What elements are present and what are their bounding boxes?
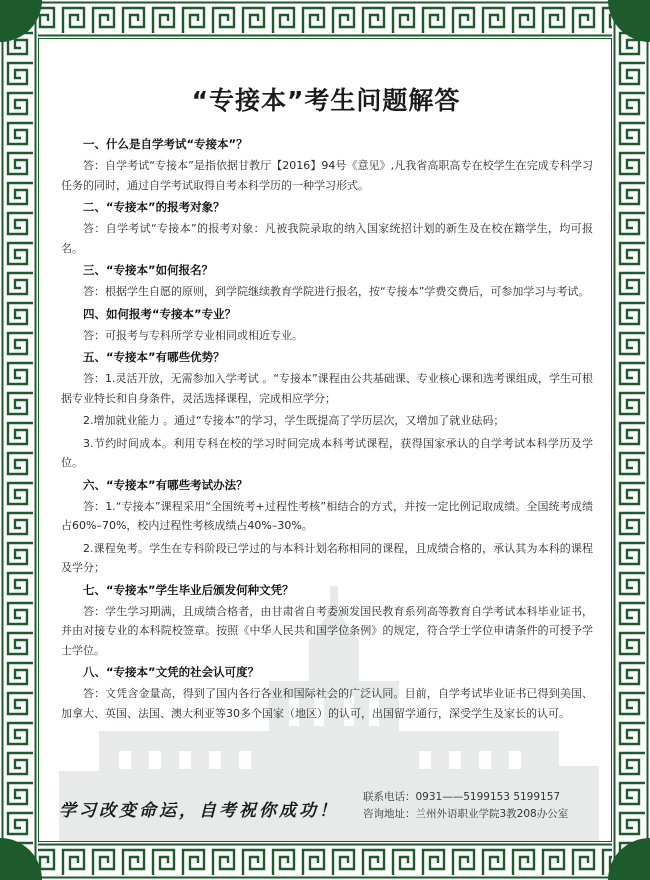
contact-address: 咨询地址：兰州外语职业学院3教208办公室	[363, 808, 569, 820]
faq-answer: 2.课程免考。学生在专科阶段已学过的与本科计划名称相同的课程，且成绩合格的，承认其为本科的课程及学分；	[61, 541, 593, 574]
faq-answer: 答：1.“专接本”课程采用“全国统考+过程性考核”相结合的方式，并按一定比例记取成绩。全国统考成绩占60%–70%，校内过程性考核成绩占40%–30%。	[61, 499, 593, 532]
faq-section-1	[61, 135, 593, 195]
content-panel	[38, 38, 612, 842]
faq-question: 五、“专接本”有哪些优势？	[83, 350, 225, 364]
greek-key-border-top	[0, 0, 650, 38]
faq-question: 一、什么是自学考试“专接本”？	[83, 137, 248, 151]
faq-content	[61, 135, 593, 726]
faq-section-2	[61, 198, 593, 258]
greek-key-border-right	[612, 0, 650, 880]
contact-phone: 联系电话：0931——5199153 5199157	[363, 791, 561, 803]
faq-answer: 答：1.灵活开放，无需参加入学考试 。“专接本”课程由公共基础课、专业核心课和选考课组成，学生可根据专业特长和自身条件，灵活选择课程，完成相应学分；	[61, 372, 593, 405]
faq-section-4	[61, 305, 593, 346]
contact-info	[363, 789, 568, 823]
page-title: “专接本”考生问题解答	[191, 86, 461, 115]
faq-answer: 答：文凭含金量高，得到了国内各行各业和国际社会的广泛认同。目前，自学考试毕业证书已得到美国、加拿大、英国、法国、澳大利亚等30多个国家（地区）的认可，出国留学通行，深受学生及家长的认可。	[61, 687, 593, 720]
greek-key-border-left	[0, 0, 38, 880]
faq-question: 七、“专接本”学生毕业后颁发何种文凭？	[83, 582, 294, 597]
faq-answer: 答：学生学习期满，且成绩合格者，由甘肃省自考委颁发国民教育系列高等教育自学考试本科毕业证书，并由对接专业的本科院校签章。按照《中华人民共和国学位条例》的规定，符合学士学位申请条件的可授予学士学位。	[61, 604, 593, 657]
faq-answer: 答：自学考试“专接本”是指依据甘教厅【2016】94号《意见》,凡我省高职高专在校学生在完成专科学习任务的同时，通过自学考试取得自考本科学历的一种学习形式。	[61, 159, 593, 192]
faq-question: 四、如何报考“专接本”专业？	[83, 306, 237, 321]
faq-section-3	[61, 261, 593, 302]
faq-answer: 2.增加就业能力 。通过“专接本”的学习，学生既提高了学历层次，又增加了就业砝码；	[83, 414, 505, 427]
faq-question: 六、“专接本”有哪些考试办法？	[83, 477, 248, 492]
faq-answer: 3.节约时间成本。利用专科在校的学习时间完成本科考试课程，获得国家承认的自学考试本科学历及学位。	[61, 436, 593, 469]
faq-question: 三、“专接本”如何报名？	[83, 263, 214, 277]
faq-section-5	[61, 348, 593, 473]
faq-section-6	[61, 476, 593, 578]
faq-answer: 答：自学考试“专接本”的报考对象：凡被我院录取的纳入国家统招计划的新生及在校在籍学生，均可报名。	[61, 222, 593, 255]
faq-answer: 答：可报考与专科所学专业相同或相近专业。	[83, 328, 303, 342]
faq-section-8	[61, 663, 593, 723]
faq-section-7	[61, 581, 593, 661]
greek-key-border-bottom	[0, 842, 650, 880]
faq-answer: 答：根据学生自愿的原则，到学院继续教育学院进行报名，按“专接本”学费交费后，可参加学习与考试。	[83, 285, 590, 298]
faq-question: 八、“专接本”文凭的社会认可度？	[83, 665, 260, 679]
slogan: 学习改变命运，自考祝你成功！	[59, 801, 339, 821]
faq-question: 二、“专接本”的报考对象？	[83, 200, 225, 214]
